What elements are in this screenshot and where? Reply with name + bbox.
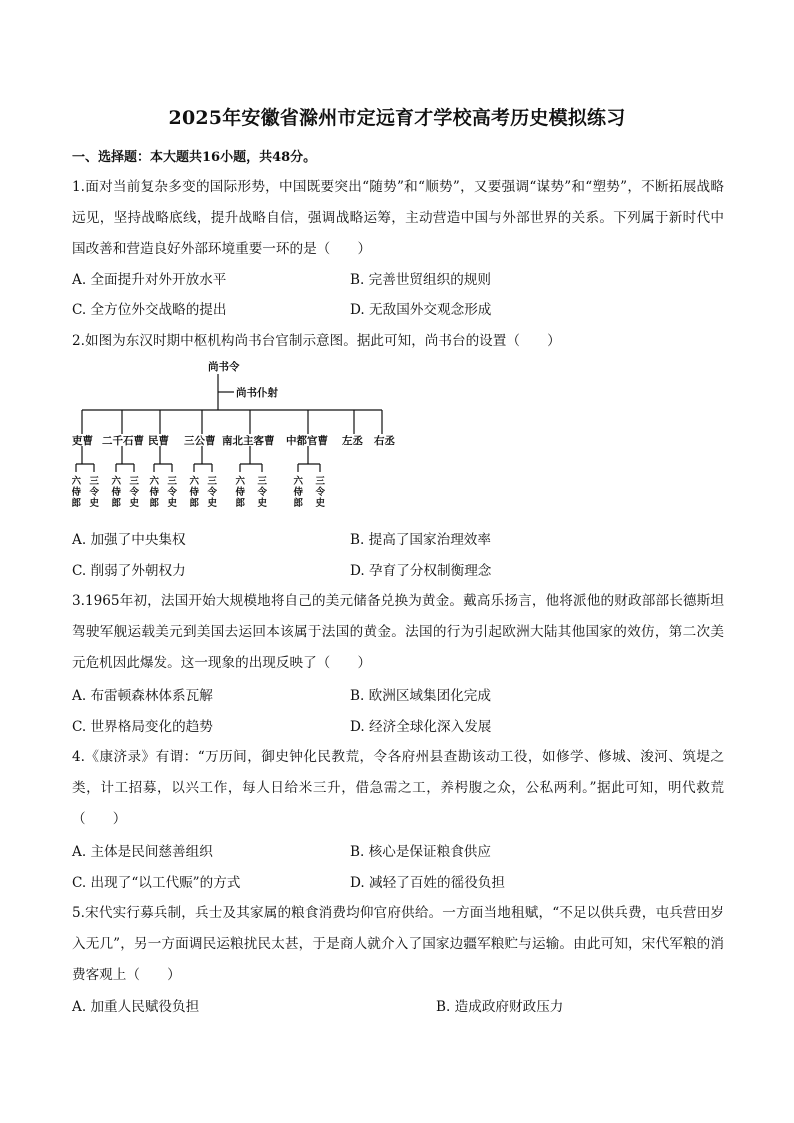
- question-5-option-b[interactable]: B. 造成政府财政压力: [436, 999, 564, 1015]
- question-1-stem: 1.面对当前复杂多变的国际形势，中国既要突出“随势”和“顺势”，又要强调“谋势”和“塑势”，不断拓展战略远见，坚持战略底线，提升战略自信，强调战略运筹，主动营造中国与外部世界的关系。下列属于新时代中国改善和营造良好外部环境重要一环的是（ ）: [72, 179, 724, 257]
- diagram-cheng-left: 左丞: [342, 435, 363, 447]
- question-3-option-b[interactable]: B. 欧洲区域集团化完成: [350, 688, 491, 704]
- diagram-sub-label-b-6: 三: [315, 476, 326, 487]
- diagram-sub-label-a-5: 六: [235, 476, 246, 487]
- diagram-sub-label-b-3: 史: [167, 498, 178, 509]
- diagram-sub-label-b-4: 三: [207, 476, 218, 487]
- diagram-cao-1: 吏曹: [72, 435, 93, 447]
- question-5-stem: 5.宋代实行募兵制，兵士及其家属的粮食消费均仰官府供给。一方面当地租赋，“不足以供兵费，屯兵营田岁入无几”，另一方面调民运粮扰民太甚，于是商人就介入了国家边疆军粮贮与运输。由此可知，宋代军粮的消费客观上（ ）: [72, 905, 724, 983]
- diagram-sub-label-a-2: 侍: [111, 487, 122, 498]
- diagram-sub-label-b-6: 史: [315, 498, 326, 509]
- question-2-stem: 2.如图为东汉时期中枢机构尚书台官制示意图。据此可知，尚书台的设置（ ）: [72, 333, 561, 349]
- question-5-option-a[interactable]: A. 加重人民赋役负担: [72, 999, 200, 1015]
- diagram-sub-label-a-5: 侍: [235, 487, 246, 498]
- diagram-sub-label-a-6: 侍: [293, 487, 304, 498]
- diagram-sub-label-a-6: 六: [293, 476, 304, 487]
- diagram-sub-label-b-3: 令: [167, 487, 178, 498]
- shangshutai-diagram: [72, 360, 402, 520]
- diagram-sub-label-b-2: 三: [129, 476, 140, 487]
- section-heading: 一、选择题：本大题共16小题，共48分。: [72, 150, 317, 165]
- diagram-sub-label-a-2: 六: [111, 476, 122, 487]
- question-2-option-c[interactable]: C. 削弱了外朝权力: [72, 563, 186, 579]
- diagram-cao-6: 中都官曹: [286, 435, 328, 447]
- diagram-node-top: 尚书令: [208, 361, 240, 373]
- diagram-sub-label-b-3: 三: [167, 476, 178, 487]
- diagram-sub-label-b-5: 史: [257, 498, 268, 509]
- diagram-node-second: 尚书仆射: [236, 387, 278, 399]
- diagram-sub-label-a-1: 郎: [72, 498, 82, 509]
- diagram-cheng-right: 右丞: [374, 435, 395, 447]
- document-title: 2025年安徽省滁州市定远育才学校高考历史模拟练习: [168, 107, 626, 129]
- diagram-cao-2: 二千石曹: [102, 435, 144, 447]
- diagram-sub-label-b-1: 史: [89, 498, 100, 509]
- diagram-cao-4: 三公曹: [184, 435, 216, 447]
- question-1-option-a[interactable]: A. 全面提升对外开放水平: [72, 272, 227, 288]
- diagram-sub-label-a-6: 郎: [293, 498, 304, 509]
- diagram-sub-label-b-1: 三: [89, 476, 100, 487]
- diagram-sub-label-a-2: 郎: [111, 498, 122, 509]
- diagram-sub-label-a-5: 郎: [235, 498, 246, 509]
- diagram-sub-label-a-3: 六: [149, 476, 160, 487]
- question-3-option-a[interactable]: A. 布雷顿森林体系瓦解: [72, 688, 213, 704]
- diagram-sub-label-a-4: 郎: [189, 498, 200, 509]
- diagram-sub-label-a-1: 侍: [72, 487, 82, 498]
- diagram-cao-5: 南北主客曹: [222, 435, 275, 447]
- question-2-option-b[interactable]: B. 提高了国家治理效率: [350, 532, 491, 548]
- diagram-sub-label-b-5: 令: [257, 487, 268, 498]
- diagram-sub-label-a-1: 六: [72, 476, 82, 487]
- question-4-option-b[interactable]: B. 核心是保证粮食供应: [350, 844, 491, 860]
- diagram-sub-label-a-3: 侍: [149, 487, 160, 498]
- diagram-sub-label-a-3: 郎: [149, 498, 160, 509]
- diagram-sub-label-b-4: 史: [207, 498, 218, 509]
- diagram-sub-label-b-1: 令: [89, 487, 100, 498]
- question-1-option-d[interactable]: D. 无敌国外交观念形成: [350, 302, 492, 318]
- question-4-stem: 4.《康济录》有谓：“万历间，御史钟化民教荒，令各府州县查勘该动工役，如修学、修城、浚河、筑堤之类，计工招募，以兴工作，每人日给米三升，借急需之工，养枵腹之众，公私两利。”据此可知，明代救荒（ ）: [72, 749, 724, 827]
- question-3-option-c[interactable]: C. 世界格局变化的趋势: [72, 719, 213, 735]
- diagram-sub-label-b-6: 令: [315, 487, 326, 498]
- question-4-option-a[interactable]: A. 主体是民间慈善组织: [72, 844, 213, 860]
- question-3-stem: 3.1965年初，法国开始大规模地将自己的美元储备兑换为黄金。戴高乐扬言，他将派他的财政部部长德斯坦驾驶军舰运载美元到美国去运回本该属于法国的黄金。法国的行为引起欧洲大陆其他国家的效仿，第二次美元危机因此爆发。这一现象的出现反映了（ ）: [72, 593, 724, 671]
- diagram-sub-label-b-2: 令: [129, 487, 140, 498]
- question-1-option-c[interactable]: C. 全方位外交战略的提出: [72, 302, 227, 318]
- question-3-option-d[interactable]: D. 经济全球化深入发展: [350, 719, 492, 735]
- diagram-sub-label-a-4: 侍: [189, 487, 200, 498]
- diagram-sub-label-a-4: 六: [189, 476, 200, 487]
- question-2-option-a[interactable]: A. 加强了中央集权: [72, 532, 186, 548]
- diagram-cao-3: 民曹: [148, 435, 169, 447]
- question-4-option-d[interactable]: D. 减轻了百姓的徭役负担: [350, 875, 505, 891]
- diagram-sub-label-b-4: 令: [207, 487, 218, 498]
- diagram-sub-label-b-5: 三: [257, 476, 268, 487]
- diagram-sub-label-b-2: 史: [129, 498, 140, 509]
- question-2-option-d[interactable]: D. 孕育了分权制衡理念: [350, 563, 492, 579]
- question-1-option-b[interactable]: B. 完善世贸组织的规则: [350, 272, 491, 288]
- question-4-option-c[interactable]: C. 出现了“以工代赈”的方式: [72, 875, 241, 891]
